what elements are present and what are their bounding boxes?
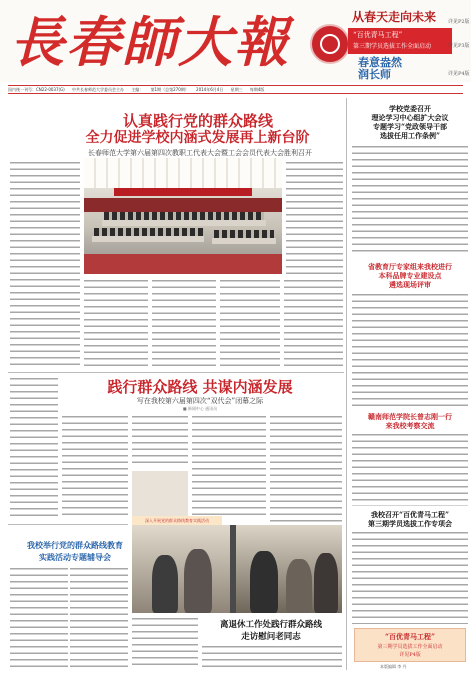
- middle-body-col-1: [62, 414, 128, 518]
- lead-subhead: 长春师范大学第六届第四次教职工代表大会暨工会会员代表大会胜利召开: [88, 149, 312, 157]
- lead-body-column-5: [220, 278, 280, 370]
- middle-subhead: 写在我校第六届第四次“双代会”闭幕之际: [136, 397, 264, 405]
- bottom-headline-2[interactable]: 走访慰问老同志: [241, 632, 301, 642]
- title-line: 省教育厅专家组来我校进行: [368, 262, 452, 271]
- promo-line-1: “百优青马工程”: [384, 632, 436, 641]
- masthead-headline-2b[interactable]: 润长师: [358, 68, 391, 81]
- banner-line-1: “百优青马工程”: [353, 31, 403, 39]
- right-story-4-title[interactable]: [352, 510, 468, 528]
- info-item: 2014年6月4日: [196, 87, 224, 92]
- middle-body-left: [10, 376, 58, 518]
- lead-body-column-2: [286, 160, 343, 274]
- info-item: 国内统一刊号：CN22-0037(G): [8, 87, 65, 92]
- section-divider: [8, 372, 344, 373]
- conference-photo: [84, 158, 282, 274]
- right-story-4-body: [352, 530, 468, 624]
- lead-body-column-3: [84, 278, 148, 370]
- info-item: 中共长春师范大学委员会主办: [72, 87, 124, 92]
- lower-left-body-2: [70, 566, 128, 670]
- column-divider: [346, 98, 347, 670]
- bottom-body-1: [132, 616, 198, 670]
- info-item: 每期4版: [249, 87, 265, 92]
- title-line: 专题学习“党政领导干部: [372, 122, 448, 131]
- title-line: 我校召开“百优青马工程”: [370, 510, 450, 519]
- lower-left-title-2[interactable]: 实践活动专题辅导会: [39, 552, 111, 562]
- lead-headline-2[interactable]: 全力促进学校内涵式发展再上新台阶: [85, 130, 310, 146]
- lead-headline-1[interactable]: 认真践行党的群众路线: [122, 112, 273, 130]
- right-promo-box[interactable]: [354, 628, 466, 662]
- issue-info-bar: [8, 85, 463, 94]
- title-line: 理论学习中心组扩大会议: [371, 113, 449, 122]
- masthead-red-banner[interactable]: [348, 28, 452, 54]
- visit-photos: [132, 525, 342, 613]
- info-item: 第1期（总第270期）: [150, 87, 189, 92]
- promo-line-2: 第三期学员选拔工作全面启动: [377, 644, 443, 650]
- page-ref-1[interactable]: 详见P2版: [448, 19, 470, 25]
- middle-small-photo: [132, 471, 188, 516]
- masthead: [0, 0, 471, 82]
- right-story-3-title[interactable]: [352, 412, 468, 430]
- right-story-1-body: [352, 144, 468, 254]
- university-seal-icon: [310, 24, 350, 64]
- page-editor-credit: 本版编辑 李 丹: [380, 664, 407, 669]
- banner-line-2: 第三期学员选拔工作全面启动: [353, 43, 432, 50]
- middle-author: ■ 新闻中心 通讯员: [182, 406, 218, 411]
- right-story-2-body: [352, 292, 468, 410]
- bottom-body-2: [202, 644, 342, 670]
- lead-body-column-6: [284, 278, 343, 370]
- bottom-headline-1[interactable]: 离退休工作处践行群众路线: [219, 620, 322, 630]
- page-ref-3[interactable]: 详见P4版: [448, 71, 470, 77]
- info-item: 主编：: [131, 87, 144, 92]
- title-line: 本科品牌专业建设点: [378, 271, 442, 280]
- masthead-headline-1[interactable]: 从春天走向未来: [352, 10, 437, 24]
- title-line: 遴选现场评审: [389, 280, 431, 289]
- lead-body-column-1: [10, 160, 80, 370]
- page-ref-2[interactable]: 详见P3版: [448, 43, 470, 49]
- lower-left-body-1: [10, 566, 68, 670]
- title-line: 学校党委召开: [389, 104, 431, 113]
- title-line: 来我校考察交流: [385, 421, 435, 430]
- title-line: 选拔任用工作条例”: [379, 131, 441, 140]
- title-line: 第三期学员选拔工作专项会: [368, 519, 452, 528]
- right-story-2-title[interactable]: [352, 262, 468, 289]
- middle-headline[interactable]: 践行群众路线 共谋内涵发展: [107, 378, 293, 396]
- title-line: 赣南师范学院长曾志刚一行: [368, 412, 452, 421]
- middle-body-col-2: [192, 414, 266, 518]
- middle-body-col-3: [270, 414, 342, 522]
- masthead-headline-2a[interactable]: 春意盎然: [358, 56, 402, 69]
- section-divider: [8, 524, 128, 525]
- middle-body-col-inset: [132, 414, 188, 468]
- info-item: 星期三: [230, 87, 243, 92]
- lower-left-title-1[interactable]: 我校举行党的群众路线教育: [27, 540, 123, 550]
- right-story-1-title[interactable]: [352, 104, 468, 140]
- middle-box-note: 深入开展党的群众路线教育实践活动: [132, 516, 222, 525]
- right-story-3-body: [352, 432, 468, 506]
- lead-body-column-4: [152, 278, 216, 370]
- promo-line-3: 详见P4版: [399, 652, 421, 658]
- newspaper-title: 長春師大報: [10, 10, 290, 74]
